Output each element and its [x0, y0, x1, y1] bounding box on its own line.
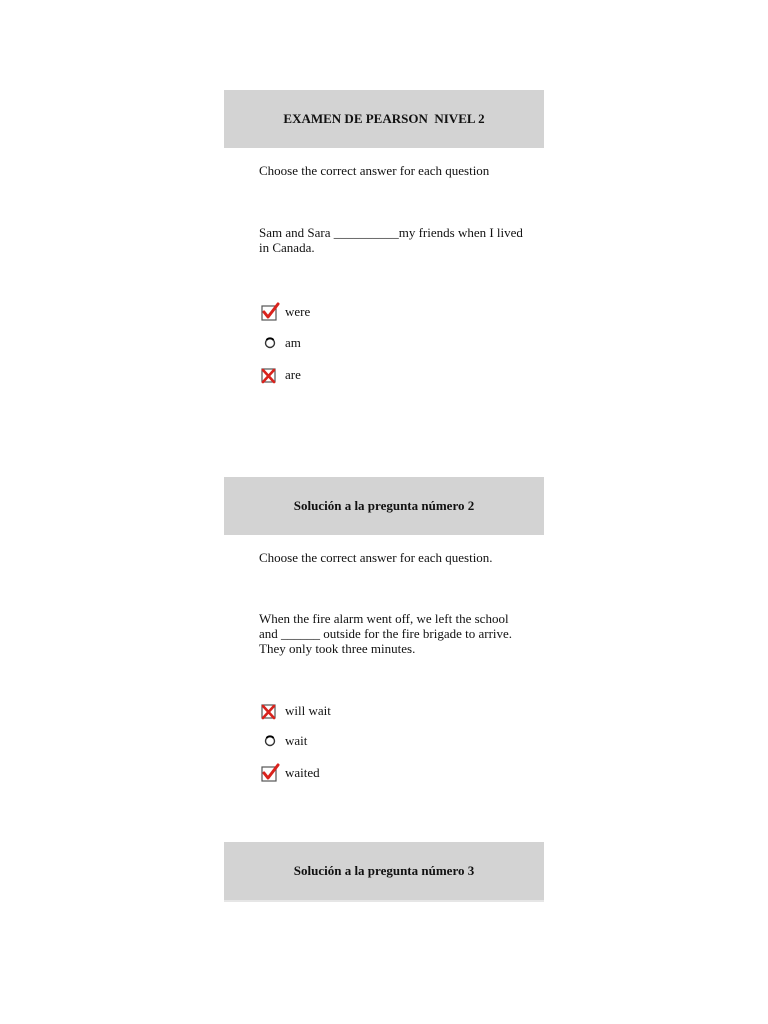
question-2-option-wait[interactable] — [260, 731, 307, 751]
option-label: were — [285, 304, 311, 319]
question-1-prompt-line: in Canada. — [259, 240, 315, 255]
exam-title: EXAMEN DE PEARSON NIVEL 2 — [283, 111, 485, 126]
exam-title-bar — [224, 90, 544, 148]
cross-icon — [260, 701, 280, 721]
question-2-prompt — [259, 611, 529, 656]
solution-2-title-bar — [224, 477, 544, 535]
option-label: am — [285, 335, 301, 350]
question-2-option-will-wait[interactable] — [260, 701, 331, 721]
question-2-instruction: Choose the correct answer for each question. — [259, 550, 493, 565]
option-label: are — [285, 367, 301, 382]
option-label: waited — [285, 765, 320, 780]
question-2-option-waited[interactable] — [260, 763, 320, 783]
question-1-prompt — [259, 225, 529, 255]
question-1-option-are[interactable] — [260, 365, 301, 385]
question-1-option-were[interactable] — [260, 302, 310, 322]
question-1-instruction: Choose the correct answer for each question — [259, 163, 490, 178]
solution-2-heading: Solución a la pregunta número 2 — [293, 498, 475, 513]
checkmark-icon — [260, 302, 280, 322]
cross-icon — [260, 365, 280, 385]
question-2-prompt-line: They only took three minutes. — [259, 641, 416, 656]
option-label: will wait — [285, 703, 331, 718]
question-1-option-am[interactable] — [260, 333, 301, 353]
question-2-prompt-line: When the fire alarm went off, we left the school — [259, 611, 509, 626]
solution-3-heading: Solución a la pregunta número 3 — [293, 863, 475, 878]
question-2-prompt-line: and ______ outside for the fire brigade to arrive. — [259, 626, 513, 641]
question-1-prompt-line: Sam and Sara __________my friends when I lived — [259, 225, 523, 240]
solution-3-title-bar — [224, 842, 544, 902]
radio-empty-icon — [260, 731, 280, 751]
option-label: wait — [285, 733, 308, 748]
radio-empty-icon — [260, 333, 280, 353]
checkmark-icon — [260, 763, 280, 783]
